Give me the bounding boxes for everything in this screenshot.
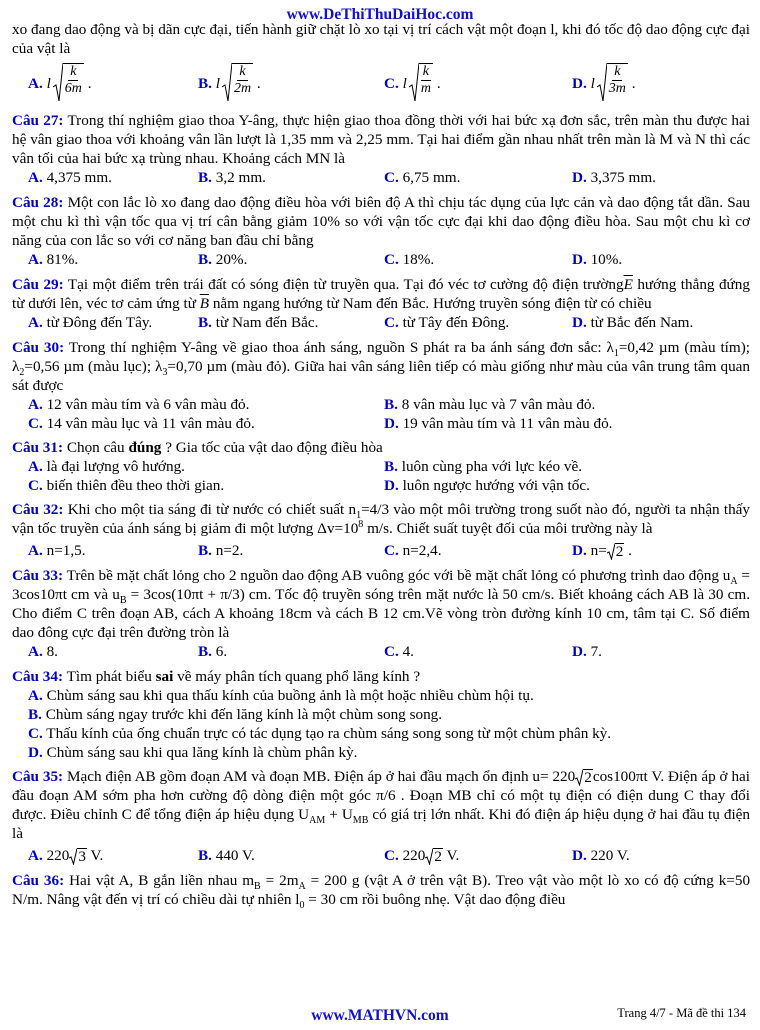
question-label: Câu 31: bbox=[12, 439, 64, 456]
q32-stem: Câu 32: Khi cho một tia sáng đi từ nước có chiết suất $n_1=4/3$ vào một môi trường trong suốt nào đó, người ta nhận thấy vận tốc truyền của ánh sáng bị giảm đi một lượng $\Delta v=10^8$ m/s. Chiết suất tuyệt đối của môi trường này là bbox=[12, 501, 751, 537]
q30-option-b[interactable]: B. 8 vân màu lục và 7 vân màu đỏ. bbox=[384, 396, 596, 413]
q30-option-c[interactable]: C. 14 vân màu lục và 11 vân màu đỏ. bbox=[28, 415, 255, 432]
q32-option-c[interactable]: C. n=2,4. bbox=[384, 542, 442, 559]
q34-stem: Câu 34: Tìm phát biểu sai về máy phân tích quang phổ lăng kính ? bbox=[12, 668, 421, 685]
q35-option-d[interactable]: D. 220 V. bbox=[572, 847, 630, 865]
sqrt-symbol: 2 bbox=[575, 769, 593, 786]
site-header: www.DeThiThuDaiHoc.com bbox=[286, 6, 474, 23]
q31-option-b[interactable]: B. luôn cùng pha với lực kéo về. bbox=[384, 458, 583, 475]
q29-option-b[interactable]: B. từ Nam đến Bắc. bbox=[198, 314, 319, 331]
q28-options bbox=[12, 250, 750, 270]
q27-option-a[interactable]: A. 4,375 mm. bbox=[28, 169, 112, 186]
q34-option-c[interactable]: C. Thấu kính của ống chuẩn trực có tác dụng tạo ra chùm sáng song song từ một chùm phân kỳ. bbox=[28, 725, 612, 742]
q35-stem: Câu 35: Mạch điện AB gồm đoạn AM và đoạn MB. Điện áp ở hai đầu mạch ổn định u= 220 2 cos100πt V. Điện áp ở hai đầu đoạn AM sớm pha hơn cường độ dòng điện một góc π/6 . Đoạn MB chỉ có một tụ điện có điện dung C thay đổi được. Điều chỉnh C để tổng điện áp hiệu dụng $U_{AM} + U_{MB}$ có giá trị lớn nhất. Khi đó điện áp hiệu dụng ở hai đầu tụ điện là bbox=[12, 768, 751, 843]
question-label: Câu 27: bbox=[12, 112, 64, 129]
q30-option-d[interactable]: D. 19 vân màu tím và 11 vân màu đỏ. bbox=[384, 415, 613, 432]
q31-option-c[interactable]: C. biến thiên đều theo thời gian. bbox=[28, 477, 225, 494]
site-footer: www.MATHVN.com bbox=[311, 1007, 449, 1024]
q26-option-b[interactable]: B. l k 2m . bbox=[198, 63, 384, 103]
q31-option-d[interactable]: D. luôn ngược hướng với vận tốc. bbox=[384, 477, 590, 494]
q29-option-a[interactable]: A. từ Đông đến Tây. bbox=[28, 314, 153, 331]
q29-option-d[interactable]: D. từ Bắc đến Nam. bbox=[572, 314, 694, 331]
q27-option-b[interactable]: B. 3,2 mm. bbox=[198, 169, 266, 186]
question-label: Câu 29: bbox=[12, 276, 64, 293]
question-label: Câu 35: bbox=[12, 768, 64, 785]
q35-option-b[interactable]: B. 440 V. bbox=[198, 847, 255, 865]
q28-option-b[interactable]: B. 20%. bbox=[198, 251, 248, 268]
page-info: Trang 4/7 - Mã đề thi 134 bbox=[617, 1006, 746, 1020]
q28-option-c[interactable]: C. 18%. bbox=[384, 251, 435, 268]
sqrt-symbol: k m bbox=[409, 63, 433, 103]
q34-option-b[interactable]: B. Chùm sáng ngay trước khi đến lăng kính là một chùm song song. bbox=[28, 706, 443, 723]
sqrt-symbol: k 2m bbox=[222, 63, 253, 103]
q31-options-row2 bbox=[12, 476, 750, 495]
q29-options bbox=[12, 313, 750, 333]
vector-b: $\overline{B}$ bbox=[199, 295, 210, 312]
question-label: Câu 33: bbox=[12, 567, 64, 584]
q30-options-row1 bbox=[12, 395, 750, 414]
q27-option-d[interactable]: D. 3,375 mm. bbox=[572, 169, 656, 186]
q29-option-c[interactable]: C. từ Tây đến Đông. bbox=[384, 314, 510, 331]
q35-option-a[interactable]: A. 220 3 V. bbox=[28, 847, 104, 866]
q32-options bbox=[12, 541, 750, 561]
q33-option-d[interactable]: D. 7. bbox=[572, 643, 602, 660]
q32-option-b[interactable]: B. n=2. bbox=[198, 542, 244, 559]
q34-option-a[interactable]: A. Chùm sáng sau khi qua thấu kính của buồng ảnh là một hoặc nhiều chùm hội tụ. bbox=[28, 687, 534, 704]
q36-stem: Câu 36: Hai vật A, B gắn liền nhau $m_B = 2m_A = 200$ g (vật A ở trên vật B). Treo vật vào một lò xo có độ cứng k=50 N/m. Nâng vật đến vị trí có chiều dài tự nhiên $l_0 = 30$ cm rồi buông nhẹ. Vật dao động điều bbox=[12, 872, 751, 912]
q28-option-d[interactable]: D. 10%. bbox=[572, 251, 623, 268]
sqrt-symbol: 3 bbox=[69, 848, 87, 865]
q35-option-c[interactable]: C. 220 2 V. bbox=[384, 847, 460, 866]
q27-option-c[interactable]: C. 6,75 mm. bbox=[384, 169, 461, 186]
q27-options bbox=[12, 168, 750, 188]
sqrt-symbol: k 6m bbox=[53, 63, 84, 103]
q31-options-row1 bbox=[12, 457, 750, 476]
question-label: Câu 30: bbox=[12, 339, 65, 356]
sqrt-symbol: 2 bbox=[425, 848, 443, 865]
q28-stem: Câu 28: Một con lắc lò xo đang dao động điều hòa với biên độ A thì chịu tác dụng của lực cản và dao động tắt dần. Sau một chu kì thì vận tốc qua vị trí cân bằng giảm 10% so với vận tốc cực đại khi dao động điều hòa. Sau một chu kì cơ năng của con lắc so với cơ năng ban đầu chỉ bằng bbox=[12, 194, 751, 249]
q26-option-c[interactable]: C. l k m . bbox=[384, 63, 572, 103]
sqrt-symbol: 2 bbox=[607, 543, 625, 560]
question-label: Câu 32: bbox=[12, 501, 64, 518]
q26-options bbox=[12, 60, 750, 106]
sqrt-symbol: k 3m bbox=[597, 63, 628, 103]
q29-stem: Câu 29: Tại một điểm trên trái đất có sóng điện từ truyền qua. Tại đó véc tơ cường độ điện $trường\overline{E}$ hướng thẳng đứng từ dưới lên, véc tơ cảm ứng từ $\overline{B}$ nằm ngang hướng từ Nam đến Bắc. Hướng truyền sóng điện từ có chiều bbox=[12, 276, 750, 312]
q35-options bbox=[12, 846, 750, 866]
q34-option-d[interactable]: D. Chùm sáng sau khi qua lăng kính là chùm phân kỳ. bbox=[28, 744, 358, 761]
q31-option-a[interactable]: A. là đại lượng vô hướng. bbox=[28, 458, 185, 475]
q30-options-row2 bbox=[12, 414, 750, 433]
q30-option-a[interactable]: A. 12 vân màu tím và 6 vân màu đỏ. bbox=[28, 396, 250, 413]
q26-option-d[interactable]: D. l k 3m . bbox=[572, 63, 636, 103]
question-label: Câu 34: bbox=[12, 668, 64, 685]
q33-option-a[interactable]: A. 8. bbox=[28, 643, 58, 660]
vector-e: $\overline{E}$ bbox=[623, 276, 633, 293]
q26-option-a[interactable]: A. l k 6m . bbox=[12, 63, 198, 103]
question-label: Câu 36: bbox=[12, 872, 65, 890]
q27-stem: Câu 27: Trong thí nghiệm giao thoa Y-âng, thực hiện giao thoa đồng thời với hai bức xạ đơn sắc, trên màn thu được hai hệ vân giao thoa với khoảng vân lần lượt là 1,35 mm và 2,25 mm. Tại hai điểm gần nhau nhất trên màn là M và N thì các vân tối của hai bức xạ trùng nhau. Khoảng cách MN là bbox=[12, 112, 750, 167]
q32-option-a[interactable]: A. n=1,5. bbox=[28, 542, 86, 559]
q30-stem: Câu 30: Trong thí nghiệm Y-âng về giao thoa ánh sáng, nguồn S phát ra ba ánh sáng đơn sắc: $\lambda_1=0,42$ µm (màu tím); $\lambda_2=0,56$ µm (màu lục); $\lambda_3=0,70$ µm (màu đỏ). Giữa hai vân sáng liên tiếp có màu giống như màu của vân trung tâm quan sát được bbox=[12, 339, 750, 394]
q33-options bbox=[12, 642, 750, 662]
q26-stem: xo đang dao động và bị dãn cực đại, tiến hành giữ chặt lò xo tại vị trí cách vật một đoạn l, khi đó tốc độ dao động cực đại của vật là bbox=[12, 21, 750, 57]
question-label: Câu 28: bbox=[12, 194, 64, 211]
q28-option-a[interactable]: A. 81%. bbox=[28, 251, 79, 268]
q31-stem: Câu 31: Chọn câu đúng ? Gia tốc của vật dao động điều hòa bbox=[12, 439, 383, 456]
q33-option-c[interactable]: C. 4. bbox=[384, 643, 414, 660]
q33-stem: Câu 33: Trên bề mặt chất lỏng cho 2 nguồn dao động AB vuông góc với bề mặt chất lỏng có phương trình dao động $u_A = 3\cos 10\pi t$ cm và $u_B = 3\cos(10\pi t + \pi/3)$ cm. Tốc độ truyền sóng trên mặt nước là 50 cm/s. Biết khoảng cách AB là 30 cm. Cho điểm C trên đoạn AB, cách A khoảng 18cm và cách B 12 cm.Vẽ vòng tròn đường kính 10 cm, tâm tại C. Số điểm dao đông cực đại trên đường tròn là bbox=[12, 567, 750, 641]
exam-page-content bbox=[12, 20, 751, 912]
q32-option-d[interactable]: D. n= 2 . bbox=[572, 542, 632, 561]
q33-option-b[interactable]: B. 6. bbox=[198, 643, 228, 660]
